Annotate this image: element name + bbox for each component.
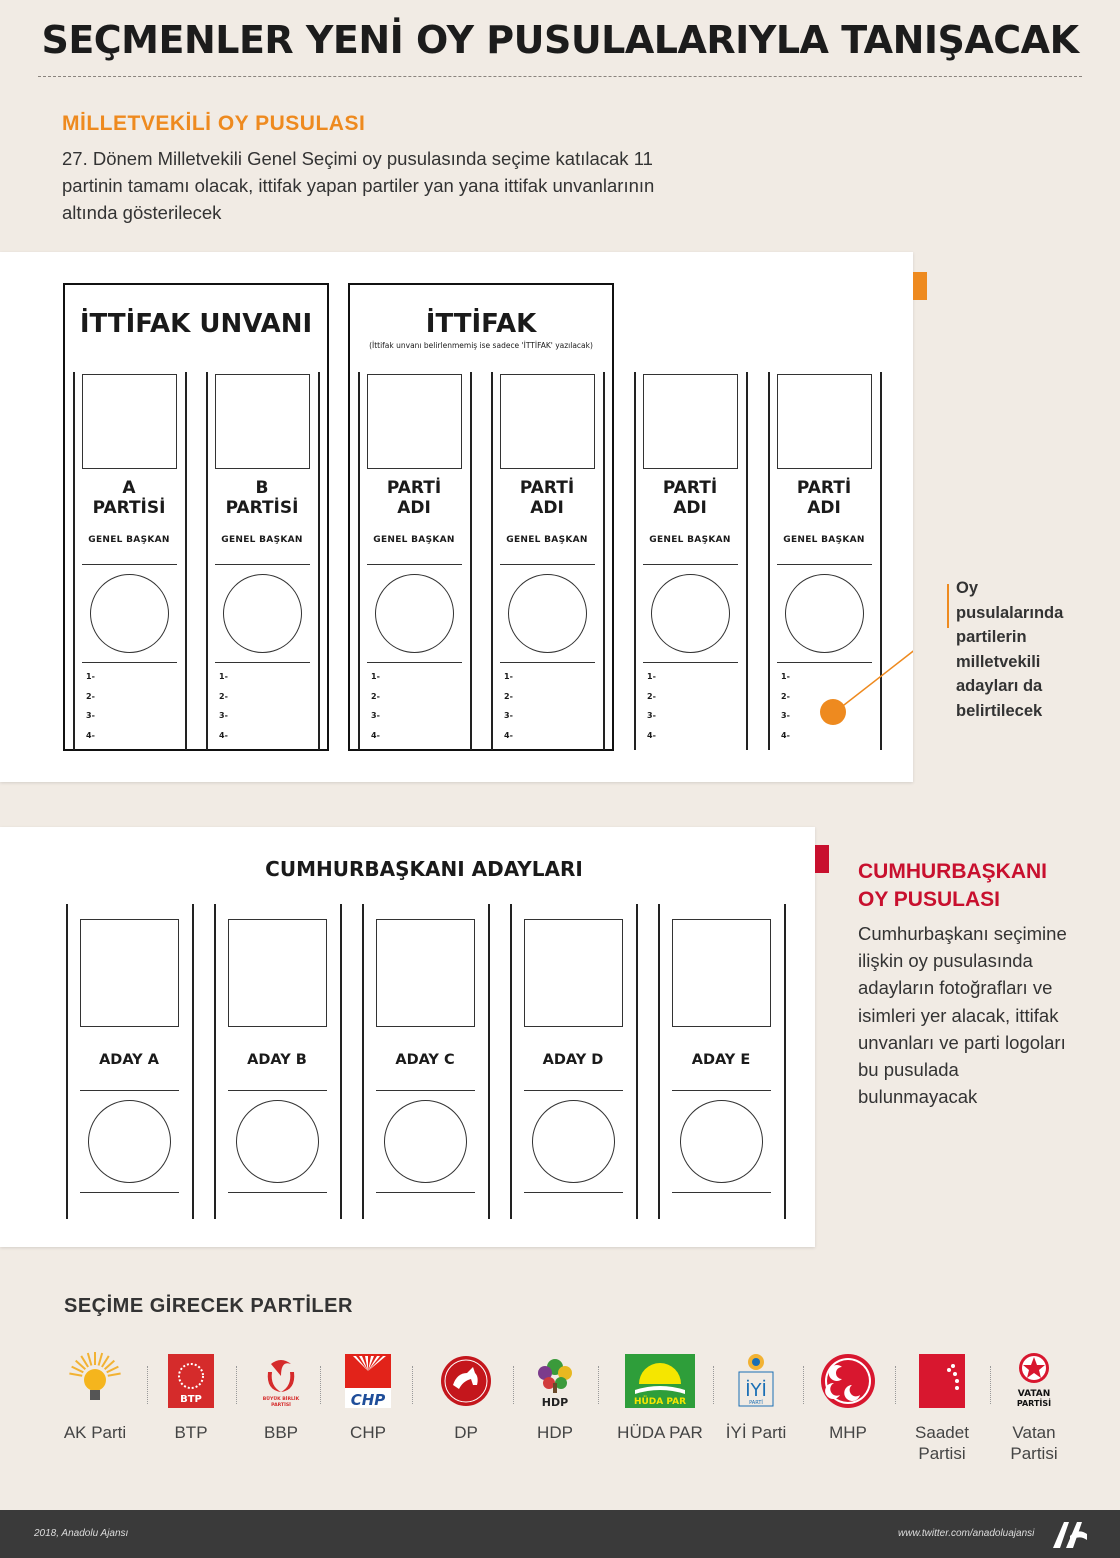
party-separator (895, 1366, 896, 1404)
party-name: PARTİ ADI (662, 478, 718, 518)
vote-circle[interactable] (532, 1100, 615, 1183)
party-leader-label: GENEL BAŞKAN (649, 535, 731, 545)
party-separator (598, 1366, 599, 1404)
candidate-number: 4- (219, 730, 228, 740)
vote-circle[interactable] (236, 1100, 319, 1183)
candidate-photo-box (672, 919, 771, 1027)
party-item (610, 1350, 710, 1443)
party-leader-label: GENEL BAŞKAN (506, 535, 588, 545)
party-label: Vatan Partisi (1010, 1423, 1058, 1463)
svg-text:VATAN: VATAN (1017, 1389, 1051, 1399)
candidate-number: 4- (504, 730, 513, 740)
candidate-name: ADAY D (542, 1052, 604, 1068)
party-item (803, 1350, 893, 1443)
candidate-name: ADAY C (395, 1052, 455, 1068)
party-separator (803, 1366, 804, 1404)
party-leader-label: GENEL BAŞKAN (88, 535, 170, 545)
party-separator (147, 1366, 148, 1404)
divider (228, 1192, 327, 1193)
party-name: B PARTİSİ (225, 478, 299, 518)
candidate-number: 1- (371, 672, 380, 681)
column-border (636, 904, 638, 1219)
candidate-number: 2- (647, 691, 656, 701)
dp-logo (421, 1350, 511, 1412)
svg-text:HÜDA PAR: HÜDA PAR (633, 1397, 687, 1407)
candidate-number: 1- (504, 672, 513, 681)
dp-icon (437, 1355, 495, 1407)
vote-circle[interactable] (384, 1100, 467, 1183)
iyi-parti-logo (711, 1350, 801, 1412)
party-label: HÜDA PAR (617, 1423, 703, 1442)
hdp-logo (510, 1350, 600, 1412)
candidate-number: 2- (781, 691, 790, 701)
candidate-number: 4- (781, 730, 790, 740)
hdp-icon (533, 1353, 577, 1409)
divider (376, 1090, 475, 1091)
candidate-number: 3- (781, 711, 790, 720)
bbp-logo (236, 1350, 326, 1412)
mhp-logo (803, 1350, 893, 1412)
party-item (510, 1350, 600, 1443)
party-name: PARTİ ADI (796, 478, 852, 518)
candidate-photo-box (228, 919, 327, 1027)
alliance-title-1: İTTİFAK UNVANI (79, 309, 313, 339)
party-name: PARTİ ADI (386, 478, 442, 518)
aa-logo-icon (1050, 1518, 1090, 1550)
mv-accent-tab (913, 272, 927, 300)
cb-heading-line1: CUMHURBAŞKANI (858, 860, 1047, 883)
title-divider (38, 76, 1082, 77)
divider (228, 1090, 327, 1091)
chp-logo (323, 1350, 413, 1412)
footer-copyright: 2018, Anadolu Ajansı (34, 1528, 129, 1539)
party-label: AK Parti (63, 1423, 127, 1442)
svg-text:CHP: CHP (350, 1391, 386, 1408)
party-item (421, 1350, 511, 1443)
btp-logo (146, 1350, 236, 1412)
divider (376, 1192, 475, 1193)
iyi-parti-icon (736, 1352, 776, 1410)
party-label: CHP (350, 1423, 386, 1442)
divider (80, 1090, 179, 1091)
mhp-icon (820, 1353, 876, 1409)
chp-icon (345, 1354, 391, 1408)
candidate-number: 1- (86, 672, 95, 681)
footer-bar (0, 1510, 1120, 1558)
party-name: PARTİ ADI (519, 478, 575, 518)
candidate-photo-box (524, 919, 623, 1027)
column-border (340, 904, 342, 1219)
cb-heading-line2: OY PUSULASI (858, 888, 1000, 911)
mv-section-text: 27. Dönem Milletvekili Genel Seçimi oy pusulasında seçime katılacak 11 partinin tamamı olacak, ittifak yapan partiler yan yana ittifak unvanlarının altında gösterilecek (62, 148, 655, 223)
party-label: BTP (174, 1423, 208, 1442)
huda-par-icon (625, 1354, 695, 1408)
candidate-name: ADAY A (99, 1052, 159, 1068)
party-separator (990, 1366, 991, 1404)
callout-line (0, 252, 913, 782)
candidate-number: 1- (781, 672, 790, 681)
candidate-number: 2- (504, 691, 513, 701)
mv-ballot-panel (0, 252, 913, 782)
alliance-title-2: İTTİFAK (425, 309, 537, 339)
vote-circle[interactable] (88, 1100, 171, 1183)
divider (672, 1090, 771, 1091)
cb-accent-tab (815, 845, 829, 873)
party-label: DP (454, 1423, 478, 1442)
party-item (236, 1350, 326, 1443)
callout-dot (820, 699, 846, 725)
candidate-photo-box (376, 919, 475, 1027)
party-separator (513, 1366, 514, 1404)
party-leader-label: GENEL BAŞKAN (221, 535, 303, 545)
party-separator (713, 1366, 714, 1404)
party-separator (320, 1366, 321, 1404)
candidate-number: 3- (504, 711, 513, 720)
svg-text:BTP: BTP (180, 1394, 202, 1405)
vatan-icon (1009, 1352, 1059, 1410)
party-leader-label: GENEL BAŞKAN (373, 535, 455, 545)
cb-section-heading (858, 858, 1047, 914)
candidate-number: 3- (647, 711, 656, 720)
candidate-number: 3- (219, 711, 228, 720)
party-item (989, 1350, 1079, 1464)
ak-parti-logo (50, 1350, 140, 1412)
party-separator (236, 1366, 237, 1404)
cb-ballot-title: CUMHURBAŞKANI ADAYLARI (265, 857, 583, 881)
mv-callout-text: Oy pusulalarında partilerin milletvekili adayları da belirtilecek (956, 579, 1064, 720)
party-label: HDP (537, 1423, 573, 1442)
ak-parti-icon (64, 1350, 126, 1412)
footer-twitter-link[interactable]: www.twitter.com/anadoluajansi (898, 1528, 1035, 1539)
party-label: BBP (263, 1423, 299, 1442)
candidate-number: 3- (371, 711, 380, 720)
party-item (897, 1350, 987, 1464)
divider (672, 1192, 771, 1193)
huda-par-logo (610, 1350, 710, 1412)
party-item (711, 1350, 801, 1443)
candidate-number: 1- (219, 672, 228, 681)
candidate-name: ADAY B (247, 1052, 307, 1068)
page-title: SEÇMENLER YENİ OY PUSULALARIYLA TANIŞACAK (41, 18, 1079, 62)
candidate-number: 1- (647, 672, 656, 681)
candidate-number: 3- (86, 711, 95, 720)
svg-text:PARTİSİ: PARTİSİ (1016, 1399, 1052, 1408)
party-label: Saadet Partisi (915, 1423, 969, 1463)
candidate-number: 4- (647, 730, 656, 740)
candidate-name: ADAY E (691, 1052, 751, 1068)
btp-icon (168, 1354, 214, 1408)
party-name: A PARTİSİ (92, 478, 166, 518)
party-leader-label: GENEL BAŞKAN (783, 535, 865, 545)
candidate-number: 2- (371, 691, 380, 701)
candidate-number: 4- (371, 730, 380, 740)
svg-text:İYİ: İYİ (745, 1380, 767, 1401)
party-label: MHP (829, 1423, 867, 1442)
alliance-note: (İttifak unvanı belirlenmemiş ise sadece 'İTTİFAK' yazılacak) (369, 341, 593, 350)
candidate-number: 4- (86, 730, 95, 740)
bbp-icon (256, 1354, 306, 1408)
saadet-logo (897, 1350, 987, 1412)
party-item (323, 1350, 413, 1443)
divider (524, 1192, 623, 1193)
divider (524, 1090, 623, 1091)
cb-ballot-panel (0, 827, 815, 1247)
party-item (50, 1350, 140, 1443)
party-label: İYİ Parti (725, 1423, 787, 1442)
candidate-number: 2- (86, 691, 95, 701)
svg-text:PARTİSİ: PARTİSİ (271, 1403, 291, 1408)
cb-section-text: Cumhurbaşkanı seçimine ilişkin oy pusulasında adayların fotoğrafları ve isimleri yer alacak, ittifak unvanları ve parti logoları bu pusulada bulunmayacak (858, 923, 1067, 1108)
column-border (784, 904, 786, 1219)
svg-text:PARTİ: PARTİ (749, 1400, 763, 1406)
candidate-number: 2- (219, 691, 228, 701)
mv-section-heading: MİLLETVEKİLİ OY PUSULASI (62, 112, 366, 135)
svg-text:BÜYÜK BİRLİK: BÜYÜK BİRLİK (262, 1397, 300, 1402)
column-border (192, 904, 194, 1219)
callout-stem (947, 584, 949, 628)
candidate-photo-box (80, 919, 179, 1027)
divider (80, 1192, 179, 1193)
column-border (488, 904, 490, 1219)
party-separator (412, 1366, 413, 1404)
party-item (146, 1350, 236, 1443)
svg-text:HDP: HDP (541, 1396, 569, 1409)
vatan-logo (989, 1350, 1079, 1412)
vote-circle[interactable] (680, 1100, 763, 1183)
parties-heading: SEÇİME GİRECEK PARTİLER (64, 1295, 353, 1317)
saadet-icon (919, 1354, 965, 1408)
